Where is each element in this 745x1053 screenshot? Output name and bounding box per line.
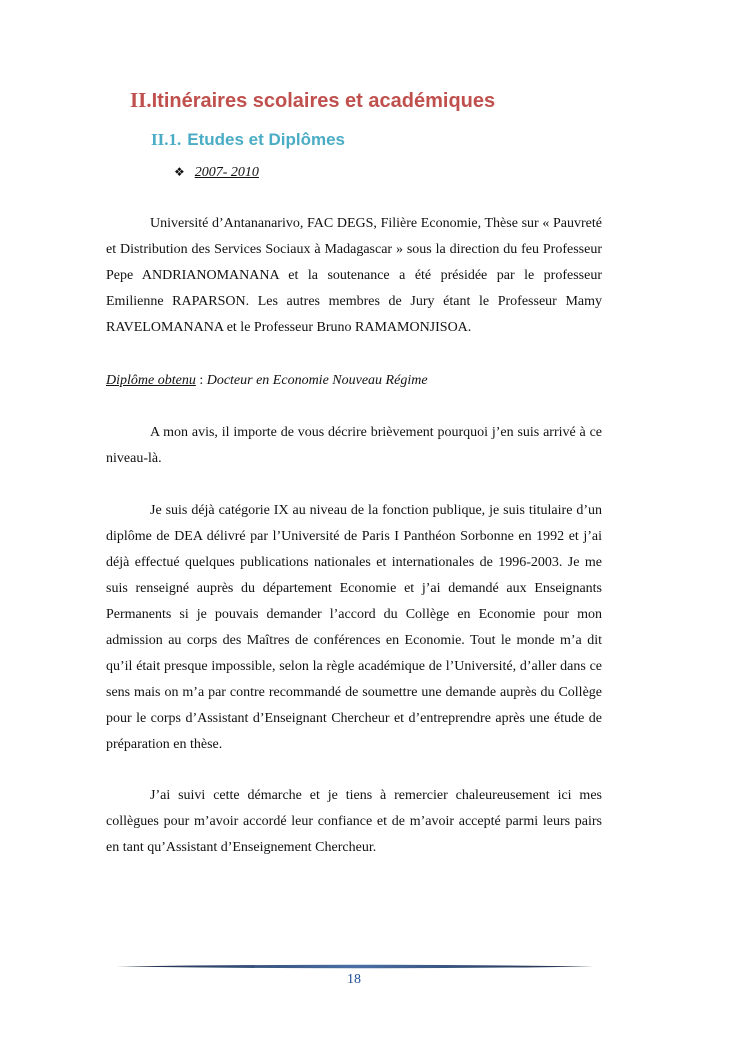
section-number: II.: [130, 88, 152, 112]
subsection-title: Etudes et Diplômes: [187, 130, 345, 149]
diploma-separator: :: [195, 373, 207, 388]
footer-divider: [116, 964, 594, 969]
section-heading: [130, 88, 495, 113]
thesis-text: Université d’Antananarivo, FAC DEGS, Filière Economie, Thèse sur « Pauvreté et Distribution des Services Sociaux à Madagascar » sous la direction du feu Professeur Pepe ANDRIANOMANANA et la soutenance a été présidée par le professeur Emilienne RAPARSON. Les autres membres de Jury étant le Professeur Mamy RAVELOMANANA et le Professeur Bruno RAMAMONJISOA.: [106, 216, 602, 335]
career-text: Je suis déjà catégorie IX au niveau de la fonction publique, je suis titulaire d’un diplôme de DEA délivré par l’Université de Paris I Panthéon Sorbonne en 1992 et j’ai déjà effectué quelques publications nationales et internationales de 1996-2003. Je me suis renseigné auprès du département Economie et j’ai demandé aux Enseignants Permanents si je pouvais demander l’accord du Collège en Economie pour mon admission au corps des Maîtres de conférences en Economie. Tout le monde m’a dit qu’il était presque impossible, selon la règle académique de l’Université, d’aller dans ce sens mais on m’a par contre recommandé de soumettre une demande auprès du Collège pour le corps d’Assistant d’Enseignant Chercheur et d’entreprendre après une étude de préparation en thèse.: [106, 503, 602, 752]
thanks-paragraph: [106, 783, 602, 861]
opinion-text: A mon avis, il importe de vous décrire brièvement pourquoi j’en suis arrivé à ce niveau-là.: [106, 425, 602, 466]
date-range: 2007- 2010: [194, 165, 259, 180]
diploma-line: [106, 368, 602, 394]
page-number: 18: [347, 972, 361, 987]
diploma-label: Diplôme obtenu: [106, 373, 196, 388]
opinion-paragraph: [106, 420, 602, 472]
thesis-paragraph: [106, 211, 602, 341]
subsection-number: II.1.: [151, 130, 182, 149]
diamond-bullet-icon: ❖: [174, 165, 185, 179]
subsection-heading: [151, 130, 345, 150]
diploma-value: Docteur en Economie Nouveau Régime: [206, 373, 428, 388]
career-paragraph: [106, 498, 602, 758]
date-bullet: [174, 165, 259, 181]
thanks-text: J’ai suivi cette démarche et je tiens à remercier chaleureusement ici mes collègues pour m’avoir accordé leur confiance et de m’avoir accepté parmi leurs pairs en tant qu’Assistant d’Enseignement Chercheur.: [106, 788, 602, 855]
section-title: Itinéraires scolaires et académiques: [151, 90, 496, 112]
